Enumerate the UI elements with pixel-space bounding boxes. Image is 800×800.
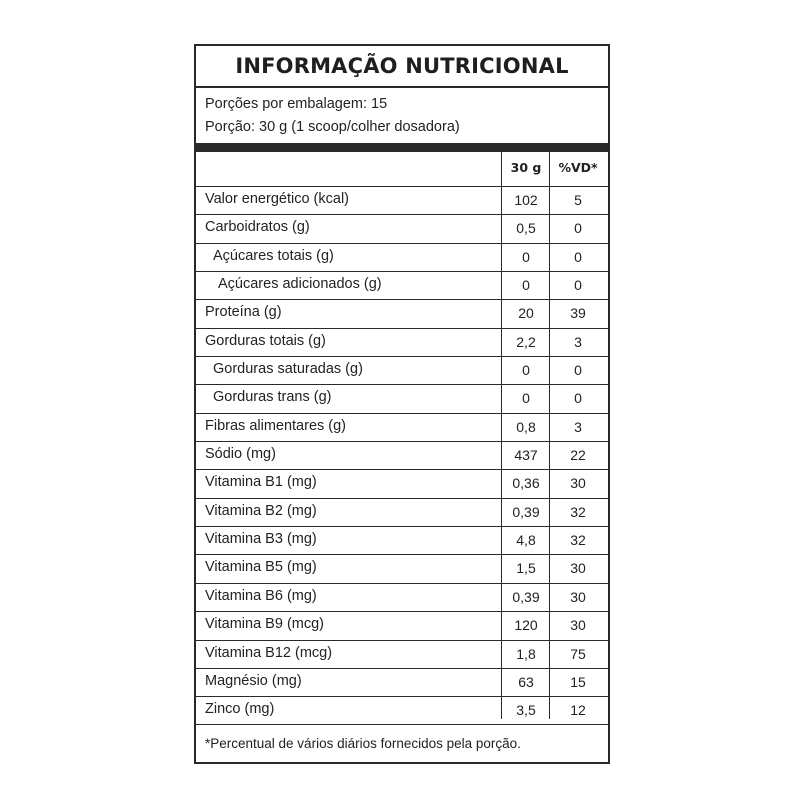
nutrient-daily-value: 0 xyxy=(574,248,582,265)
nutrient-amount: 0,8 xyxy=(516,418,536,435)
nutrient-daily-value: 30 xyxy=(570,560,586,577)
nutrient-name: Magnésio (mg) xyxy=(205,672,302,689)
table-row xyxy=(196,271,608,299)
nutrient-daily-value: 3 xyxy=(574,333,582,350)
nutrient-name: Valor energético (kcal) xyxy=(205,191,349,207)
nutrient-daily-value: 12 xyxy=(570,702,586,719)
nutrient-amount: 102 xyxy=(514,192,538,208)
nutrient-daily-value: 0 xyxy=(574,220,582,237)
nutrient-amount: 0,39 xyxy=(512,588,540,605)
nutrient-amount: 20 xyxy=(518,305,534,322)
nutrient-name: Sódio (mg) xyxy=(205,446,276,463)
table-row xyxy=(196,526,608,554)
table-row xyxy=(196,640,608,668)
title-divider xyxy=(196,86,608,88)
table-row xyxy=(196,696,608,724)
nutrient-amount: 0 xyxy=(522,248,530,265)
nutrient-daily-value: 0 xyxy=(574,362,582,379)
nutrient-daily-value: 30 xyxy=(570,617,586,634)
table-row xyxy=(196,299,608,327)
nutrient-daily-value: 75 xyxy=(570,645,586,662)
nutrient-amount: 0 xyxy=(522,277,530,294)
nutrient-amount: 2,2 xyxy=(516,333,536,350)
table-row xyxy=(196,356,608,384)
nutrient-name: Açúcares adicionados (g) xyxy=(218,276,382,293)
nutrition-facts-panel xyxy=(194,44,610,764)
table-row xyxy=(196,469,608,497)
table-row xyxy=(196,668,608,696)
nutrient-name: Vitamina B2 (mg) xyxy=(205,502,317,519)
table-row xyxy=(196,554,608,582)
nutrient-daily-value: 30 xyxy=(570,475,586,492)
nutrient-daily-value: 3 xyxy=(574,418,582,435)
table-row xyxy=(196,413,608,441)
table-row xyxy=(196,214,608,242)
daily-value-footnote: *Percentual de vários diários fornecidos pela porção. xyxy=(205,736,521,751)
nutrient-amount: 3,5 xyxy=(516,702,536,719)
nutrient-daily-value: 0 xyxy=(574,390,582,407)
nutrient-daily-value: 15 xyxy=(570,673,586,690)
nutrient-amount: 0 xyxy=(522,390,530,407)
nutrient-amount: 120 xyxy=(514,617,538,634)
nutrient-name: Gorduras trans (g) xyxy=(213,389,332,406)
label-title: INFORMAÇÃO NUTRICIONAL xyxy=(235,54,569,78)
nutrient-name: Vitamina B9 (mcg) xyxy=(205,616,324,633)
nutrient-name: Zinco (mg) xyxy=(205,701,275,718)
nutrient-amount: 437 xyxy=(514,447,538,464)
nutrient-name: Vitamina B3 (mg) xyxy=(205,531,317,548)
nutrient-amount: 4,8 xyxy=(516,532,536,549)
nutrient-name: Vitamina B1 (mg) xyxy=(205,474,317,491)
serving-size: Porção: 30 g (1 scoop/colher dosadora) xyxy=(205,119,460,135)
nutrient-amount: 0 xyxy=(522,362,530,379)
nutrient-daily-value: 30 xyxy=(570,588,586,605)
nutrient-daily-value: 22 xyxy=(570,447,586,464)
nutrient-daily-value: 0 xyxy=(574,277,582,294)
nutrient-name: Vitamina B6 (mg) xyxy=(205,587,317,604)
table-row xyxy=(196,384,608,412)
thick-divider xyxy=(196,143,608,152)
nutrient-name: Gorduras saturadas (g) xyxy=(213,361,363,378)
table-row xyxy=(196,583,608,611)
nutrient-name: Carboidratos (g) xyxy=(205,219,310,236)
nutrient-name: Vitamina B12 (mcg) xyxy=(205,644,333,661)
nutrient-daily-value: 32 xyxy=(570,503,586,520)
nutrient-daily-value: 39 xyxy=(570,305,586,322)
nutrient-amount: 0,5 xyxy=(516,220,536,237)
nutrient-name: Gorduras totais (g) xyxy=(205,332,326,349)
nutrient-name: Açúcares totais (g) xyxy=(213,247,334,264)
nutrient-amount: 0,36 xyxy=(512,475,540,492)
nutrient-name: Vitamina B5 (mg) xyxy=(205,559,317,576)
column-header-daily-value: %VD* xyxy=(558,160,598,175)
table-row xyxy=(196,611,608,639)
table-row xyxy=(196,441,608,469)
table-row xyxy=(196,186,608,214)
nutrient-daily-value: 32 xyxy=(570,532,586,549)
nutrient-name: Fibras alimentares (g) xyxy=(205,417,347,434)
column-header-amount: 30 g xyxy=(510,160,542,175)
nutrient-amount: 1,5 xyxy=(516,560,536,577)
nutrient-amount: 0,39 xyxy=(512,503,540,520)
table-row xyxy=(196,498,608,526)
nutrient-amount: 63 xyxy=(518,673,534,690)
table-row xyxy=(196,328,608,356)
nutrient-amount: 1,8 xyxy=(516,645,536,662)
servings-per-package: Porções por embalagem: 15 xyxy=(205,96,388,112)
nutrient-name: Proteína (g) xyxy=(205,304,282,321)
table-row xyxy=(196,243,608,271)
nutrient-table xyxy=(196,186,608,725)
nutrient-daily-value: 5 xyxy=(574,192,582,208)
